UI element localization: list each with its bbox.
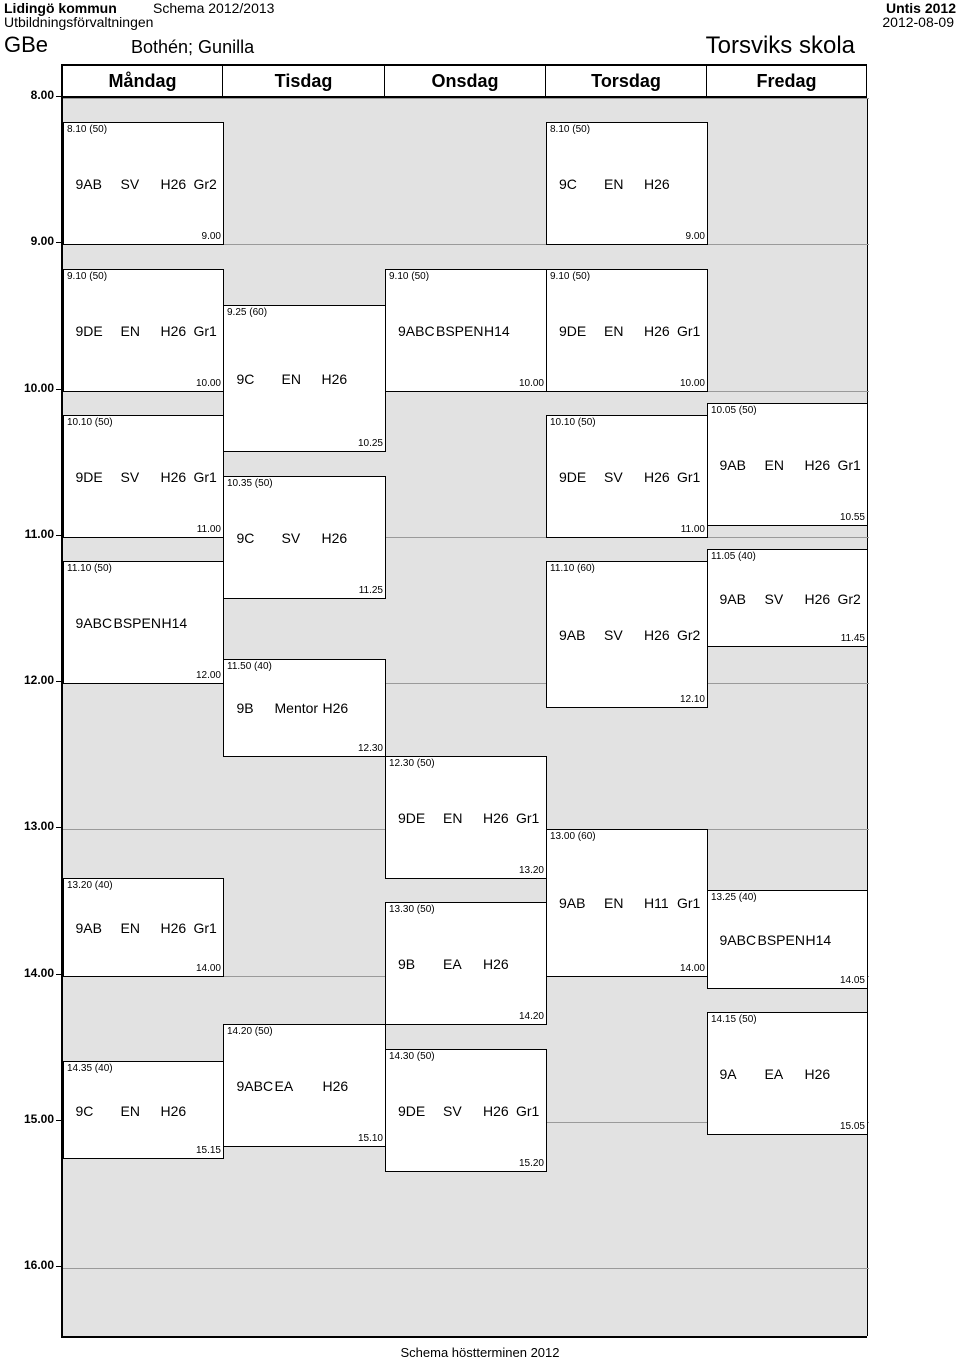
lesson-token: 9ABC (719, 931, 757, 948)
lesson-token: EA (764, 1066, 784, 1082)
lesson-token: 9DE (75, 322, 103, 339)
lesson-token: BSPEN (757, 931, 805, 948)
lesson-end-time: 12.30 (357, 743, 383, 755)
lesson-end-time: 9.00 (685, 231, 705, 243)
lesson-end-time: 11.25 (358, 584, 383, 596)
lesson-block[interactable] (707, 890, 868, 989)
lesson-token: H26 (321, 529, 348, 546)
teacher-name: Bothén; Gunilla (131, 37, 255, 57)
lesson-details (224, 1078, 385, 1094)
schema-year: Schema 2012/2013 (153, 0, 275, 16)
lesson-start-time: 12.30 (50) (389, 758, 435, 770)
lesson-block[interactable] (546, 122, 708, 245)
day-header: Fredag (707, 66, 867, 98)
hour-label: 12.00 (23, 673, 54, 687)
lesson-start-time: 8.10 (50) (67, 124, 108, 136)
lesson-start-time: 13.30 (50) (389, 904, 435, 916)
lesson-token: EN (120, 322, 140, 339)
lesson-end-time: 14.00 (195, 962, 221, 974)
lesson-token: EN (443, 810, 463, 827)
lesson-start-time: 14.20 (50) (227, 1026, 273, 1038)
lesson-token: H14 (484, 322, 510, 339)
lesson-token: 9DE (398, 1102, 426, 1119)
print-date: 2012-08-09 (882, 14, 954, 30)
lesson-token: EA (443, 956, 462, 973)
lesson-end-time: 15.10 (357, 1133, 383, 1145)
lesson-start-time: 10.10 (50) (67, 416, 113, 428)
lesson-token: H26 (644, 627, 670, 644)
lesson-details (708, 1066, 867, 1082)
hour-label: 10.00 (23, 380, 54, 395)
lesson-block[interactable] (223, 1024, 386, 1147)
lesson-token: 9C (559, 176, 577, 193)
lesson-end-time: 14.20 (518, 1011, 544, 1023)
lesson-token: H26 (483, 1102, 509, 1119)
lesson-start-time: 11.10 (50) (67, 563, 112, 575)
lesson-start-time: 10.05 (50) (711, 404, 757, 416)
hour-tick (56, 1120, 61, 1121)
lesson-token: H26 (321, 371, 348, 388)
lesson-token: EA (274, 1078, 294, 1095)
lesson-block[interactable] (385, 269, 547, 392)
lesson-token: Gr1 (677, 322, 701, 339)
day-column-5 (707, 98, 868, 1336)
lesson-end-time: 10.00 (518, 377, 544, 389)
lesson-token: Gr1 (516, 1102, 540, 1119)
lesson-start-time: 14.30 (50) (389, 1050, 435, 1062)
lesson-token: 9B (236, 700, 254, 717)
lesson-token: 9ABC (398, 322, 435, 339)
lesson-token: H14 (805, 931, 832, 948)
lesson-token: 9B (398, 956, 416, 973)
lesson-end-time: 10.00 (195, 377, 221, 389)
lesson-start-time: 8.10 (50) (550, 124, 591, 136)
lesson-token: 9C (75, 1102, 94, 1119)
lesson-token: Gr1 (193, 322, 217, 339)
lesson-token: 9AB (75, 919, 102, 936)
hour-tick (56, 242, 61, 243)
lesson-start-time: 9.10 (50) (67, 270, 108, 282)
lesson-end-time: 15.15 (195, 1145, 221, 1157)
lesson-end-time: 10.00 (679, 377, 705, 389)
lesson-end-time: 14.05 (839, 974, 865, 986)
lesson-details (64, 920, 223, 936)
lesson-token: 9C (236, 371, 255, 388)
lesson-token: EN (604, 176, 624, 193)
lesson-start-time: 11.50 (40) (227, 660, 272, 672)
lesson-token: 9AB (719, 590, 746, 607)
teacher-code: GBe (4, 32, 49, 57)
lesson-block[interactable] (546, 829, 708, 976)
lesson-block[interactable] (63, 269, 224, 392)
lesson-token: H26 (804, 456, 831, 473)
lesson-token: EN (281, 371, 301, 388)
lesson-token: SV (120, 176, 140, 193)
hour-tick (56, 681, 61, 682)
lesson-token: SV (604, 468, 623, 485)
lesson-block[interactable] (223, 659, 386, 758)
lesson-start-time: 11.10 (60) (550, 563, 595, 575)
lesson-start-time: 13.00 (60) (550, 831, 596, 843)
lesson-token: SV (604, 627, 623, 644)
lesson-details (386, 1103, 546, 1119)
lesson-end-time: 12.00 (195, 670, 221, 681)
lesson-details (547, 323, 707, 339)
hour-label: 14.00 (23, 965, 54, 980)
lesson-end-time: 15.05 (839, 1120, 865, 1132)
lesson-block[interactable] (385, 902, 547, 1025)
lesson-token: SV (443, 1102, 462, 1119)
hour-label: 13.00 (23, 819, 54, 834)
day-header: Måndag (63, 66, 223, 98)
lesson-block[interactable] (385, 756, 547, 879)
lesson-block[interactable] (223, 476, 386, 599)
lesson-details (708, 591, 867, 607)
lesson-token: Gr2 (837, 590, 861, 607)
lesson-token: H26 (483, 956, 509, 973)
school-name: Torsviks skola (705, 32, 855, 59)
department-name: Utbildningsförvaltningen (4, 14, 154, 30)
lesson-start-time: 13.20 (40) (67, 880, 113, 891)
lesson-token: EN (604, 322, 624, 339)
lesson-block[interactable] (63, 415, 224, 538)
lesson-end-time: 14.00 (679, 962, 705, 974)
hour-tick (56, 389, 61, 390)
lesson-details (547, 627, 707, 643)
lesson-block[interactable] (707, 549, 868, 648)
lesson-token: Gr1 (516, 810, 540, 827)
lesson-block[interactable] (63, 122, 224, 245)
lesson-end-time: 15.20 (518, 1157, 544, 1169)
lesson-token: SV (281, 529, 301, 546)
lesson-details (547, 176, 707, 192)
hour-label: 9.00 (30, 234, 54, 249)
footer-text: Schema höstterminen 2012 (400, 1345, 560, 1360)
lesson-details (708, 932, 867, 948)
lesson-token: Gr2 (677, 627, 701, 644)
lesson-end-time: 10.55 (839, 511, 865, 523)
lesson-block[interactable] (63, 561, 224, 684)
hour-tick (56, 827, 61, 828)
lesson-token: H26 (644, 468, 670, 485)
lesson-details (224, 700, 385, 716)
lesson-end-time: 11.45 (840, 633, 865, 645)
lesson-token: Gr1 (677, 468, 701, 485)
lesson-details (547, 895, 707, 911)
lesson-details (64, 469, 223, 485)
lesson-start-time: 14.15 (50) (711, 1014, 757, 1026)
lesson-token: H26 (804, 1066, 831, 1082)
lesson-block[interactable] (63, 878, 224, 977)
lesson-token: 9AB (75, 176, 102, 193)
lesson-token: H26 (160, 176, 187, 193)
lesson-token: EN (120, 1102, 140, 1119)
lesson-block[interactable] (385, 1049, 547, 1172)
lesson-token: SV (764, 590, 784, 607)
lesson-token: 9DE (559, 468, 587, 485)
hour-tick (56, 974, 61, 975)
lesson-details (64, 1103, 223, 1119)
lesson-block[interactable] (63, 1061, 224, 1160)
lesson-start-time: 9.25 (60) (227, 307, 268, 319)
lesson-details (386, 323, 546, 339)
day-header: Torsdag (546, 66, 707, 98)
lesson-end-time: 9.00 (201, 231, 221, 243)
hour-label: 16.00 (23, 1258, 54, 1272)
lesson-token: BSPEN (113, 615, 161, 632)
lesson-token: H26 (804, 590, 831, 607)
lesson-token: 9A (719, 1066, 737, 1082)
hour-label: 15.00 (23, 1111, 54, 1126)
lesson-details (547, 469, 707, 485)
lesson-details (224, 530, 385, 546)
lesson-block[interactable] (546, 561, 708, 708)
software-label: Untis 2012 (885, 0, 956, 16)
hour-gridline (63, 1268, 869, 1269)
lesson-start-time: 9.10 (50) (550, 270, 591, 282)
lesson-start-time: 10.35 (50) (227, 477, 273, 489)
lesson-token: H26 (322, 700, 349, 717)
lesson-token: H26 (483, 810, 509, 827)
lesson-token: 9C (236, 529, 255, 546)
lesson-token: 9DE (75, 468, 103, 485)
lesson-token: Gr2 (193, 176, 217, 193)
lesson-token: 9AB (559, 895, 586, 912)
day-header: Tisdag (223, 66, 385, 98)
lesson-details (64, 323, 223, 339)
lesson-details (64, 176, 223, 192)
lesson-token: H26 (322, 1078, 349, 1095)
lesson-token: H26 (160, 468, 187, 485)
lesson-token: EN (120, 919, 140, 936)
lesson-token: H26 (644, 322, 670, 339)
lesson-start-time: 14.35 (40) (67, 1062, 113, 1074)
lesson-block[interactable] (223, 305, 386, 452)
lesson-end-time: 12.10 (679, 694, 705, 706)
lesson-token: Gr1 (837, 456, 861, 473)
day-header: Onsdag (385, 66, 546, 98)
lesson-token: H26 (160, 1102, 187, 1119)
hour-label: 8.00 (30, 88, 54, 102)
lesson-block[interactable] (546, 269, 708, 392)
lesson-start-time: 9.10 (50) (389, 270, 430, 282)
lesson-token: 9DE (559, 322, 587, 339)
hour-tick (56, 1266, 61, 1267)
lesson-token: BSPEN (436, 322, 484, 339)
lesson-block[interactable] (707, 1012, 868, 1135)
lesson-start-time: 11.05 (40) (711, 550, 756, 562)
lesson-details (64, 615, 223, 631)
lesson-block[interactable] (546, 415, 708, 538)
hour-tick (56, 535, 61, 536)
lesson-token: Gr1 (193, 468, 217, 485)
org-name: Lidingö kommun (4, 0, 117, 16)
lesson-end-time: 11.00 (680, 523, 705, 535)
lesson-token: 9DE (398, 810, 426, 827)
lesson-token: H26 (644, 176, 670, 193)
lesson-token: H11 (644, 895, 669, 912)
lesson-token: EN (764, 456, 784, 473)
lesson-token: Mentor (274, 700, 319, 717)
lesson-token: SV (120, 468, 140, 485)
lesson-start-time: 13.25 (40) (711, 892, 757, 904)
hour-label: 11.00 (24, 526, 54, 541)
lesson-end-time: 10.25 (357, 438, 383, 450)
lesson-token: Gr1 (193, 919, 217, 936)
lesson-end-time: 11.00 (196, 523, 221, 535)
lesson-block[interactable] (707, 403, 868, 526)
lesson-details (386, 956, 546, 972)
lesson-details (708, 457, 867, 473)
lesson-token: H14 (161, 615, 188, 632)
lesson-token: 9ABC (75, 615, 113, 632)
lesson-start-time: 10.10 (50) (550, 416, 596, 428)
lesson-token: H26 (160, 322, 187, 339)
lesson-token: EN (604, 895, 624, 912)
lesson-details (224, 371, 385, 387)
lesson-token: H26 (160, 919, 187, 936)
lesson-token: 9ABC (236, 1078, 274, 1095)
lesson-token: 9AB (719, 456, 746, 473)
lesson-token: 9AB (559, 627, 586, 644)
hour-gridline (63, 98, 869, 99)
lesson-details (386, 810, 546, 826)
lesson-end-time: 13.20 (518, 865, 544, 876)
schedule-grid (61, 64, 867, 1338)
hour-tick (56, 96, 61, 97)
lesson-token: Gr1 (677, 895, 701, 912)
